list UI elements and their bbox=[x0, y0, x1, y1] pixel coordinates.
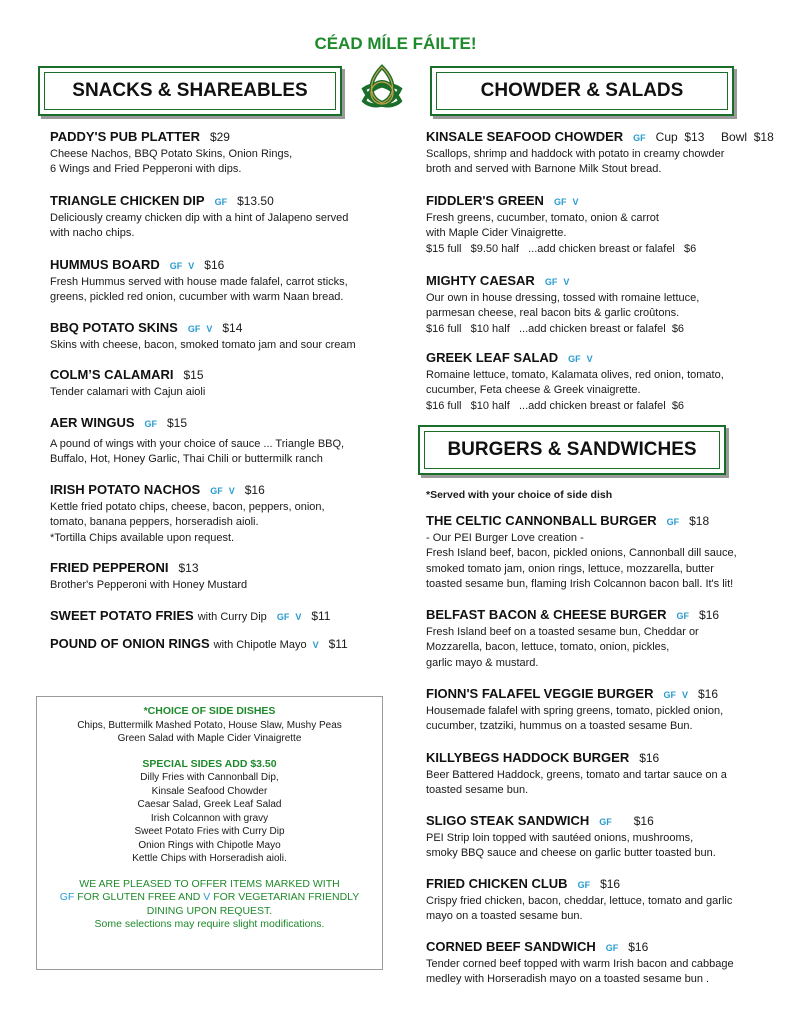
special-side-line: Caesar Salad, Greek Leaf Salad bbox=[137, 799, 282, 810]
snacks-header-label: SNACKS & SHAREABLES bbox=[72, 80, 308, 101]
burgers-header-label: BURGERS & SANDWICHES bbox=[447, 439, 697, 460]
item-name: KINSALE SEAFOOD CHOWDER bbox=[426, 129, 624, 144]
item-desc: Housemade falafel with spring greens, tomato, pickled onion, bbox=[426, 704, 724, 717]
gf-badge: GF bbox=[577, 880, 591, 890]
item-name: FRIED CHICKEN CLUB bbox=[426, 876, 568, 891]
notice-line: Some selections may require slight modifications. bbox=[94, 918, 325, 930]
item-desc: Tender corned beef topped with warm Irish bacon and cabbage bbox=[426, 957, 734, 970]
item-name: PADDY'S PUB PLATTER bbox=[50, 129, 200, 144]
item-desc: *Tortilla Chips available upon request. bbox=[50, 531, 235, 544]
item-desc: cucumber, tzatziki, hummus on a toasted sesame Bun. bbox=[426, 720, 693, 732]
item-desc: $16 full $10 half ...add chicken breast or falafel $6 bbox=[426, 322, 685, 335]
v-badge: V bbox=[572, 197, 579, 207]
special-side-line: Kettle Chips with Horseradish aioli. bbox=[132, 853, 287, 864]
v-badge: V bbox=[681, 690, 688, 700]
item-name: FIONN'S FALAFEL VEGGIE BURGER bbox=[426, 686, 654, 701]
menu-item-sweet-potato-fries bbox=[50, 608, 370, 626]
item-desc: Tender calamari with Cajun aioli bbox=[50, 385, 206, 398]
item-name: HUMMUS BOARD bbox=[50, 257, 160, 272]
gf-badge: GF bbox=[214, 197, 228, 207]
menu-item-bbq-potato-skins bbox=[50, 320, 370, 353]
item-price: $16 bbox=[698, 687, 719, 701]
menu-item-pound-of-onion-rings bbox=[50, 636, 390, 654]
gf-badge: GF bbox=[276, 612, 290, 622]
item-name: GREEK LEAF SALAD bbox=[426, 350, 559, 365]
gf-badge: GF bbox=[553, 197, 567, 207]
side-choice-line: Chips, Buttermilk Mashed Potato, House Slaw, Mushy Peas bbox=[77, 719, 342, 731]
gf-badge: GF bbox=[666, 517, 680, 527]
item-desc: Deliciously creamy chicken dip with a hint of Jalapeno served bbox=[50, 211, 349, 224]
item-desc: Fresh Island beef, bacon, pickled onions, Cannonball dill sauce, bbox=[426, 547, 737, 559]
item-desc: $16 full $10 half ...add chicken breast or falafel $6 bbox=[426, 399, 685, 412]
item-desc: 6 Wings and Fried Pepperoni with dips. bbox=[50, 163, 242, 175]
item-desc: toasted sesame bun. bbox=[426, 784, 529, 796]
item-price: $11 bbox=[311, 609, 331, 623]
gf-badge: GF bbox=[663, 690, 676, 700]
burgers-section-header bbox=[418, 425, 726, 475]
item-price: $14 bbox=[222, 321, 243, 335]
item-price: $16 bbox=[699, 608, 720, 622]
item-name: KILLYBEGS HADDOCK BURGER bbox=[426, 750, 630, 765]
menu-item-greek-leaf-salad bbox=[426, 350, 776, 414]
side-dishes-title: *CHOICE OF SIDE DISHES bbox=[143, 705, 276, 717]
item-desc: Fresh greens, cucumber, tomato, onion & carrot bbox=[426, 211, 659, 224]
item-name: MIGHTY CAESAR bbox=[426, 273, 535, 288]
item-desc: Romaine lettuce, tomato, Kalamata olives, red onion, tomato, bbox=[426, 368, 724, 381]
special-side-line: Sweet Potato Fries with Curry Dip bbox=[134, 826, 285, 837]
menu-item-sligo-steak-sandwich bbox=[426, 813, 776, 862]
gf-badge: GF bbox=[544, 277, 558, 287]
item-name: AER WINGUS bbox=[50, 415, 135, 430]
item-price: $29 bbox=[209, 130, 230, 144]
item-desc: toasted sesame bun, flaming Irish Colcannon bacon ball. It's lit! bbox=[426, 578, 734, 590]
item-desc: - Our PEI Burger Love creation - bbox=[426, 531, 584, 544]
item-desc: A pound of wings with your choice of sauce ... Triangle BBQ, bbox=[50, 437, 345, 450]
menu-item-fiddlers-green bbox=[426, 193, 776, 257]
menu-item-fionns-falafel-veggie-burger bbox=[426, 686, 776, 735]
item-dip: with Curry Dip bbox=[197, 611, 267, 623]
item-price: $13 bbox=[178, 561, 199, 575]
notice-line bbox=[37, 891, 382, 905]
item-desc: Mozzarella, bacon, lettuce, tomato, onion, pickles, bbox=[426, 641, 670, 653]
menu-item-corned-beef-sandwich bbox=[426, 939, 776, 988]
item-desc: Scallops, shrimp and haddock with potato in creamy chowder bbox=[426, 147, 725, 160]
item-desc: greens, pickled red onion, cucumber with warm Naan bread. bbox=[50, 291, 344, 303]
gf-badge: GF bbox=[676, 611, 690, 621]
v-badge: V bbox=[295, 612, 302, 622]
v-badge: V bbox=[206, 324, 213, 334]
item-price: $18 bbox=[689, 514, 710, 528]
served-with-side-note: *Served with your choice of side dish bbox=[426, 489, 613, 501]
notice-line: DINING UPON REQUEST. bbox=[146, 904, 273, 917]
gf-badge: GF bbox=[144, 419, 157, 429]
special-side-line: Onion Rings with Chipotle Mayo bbox=[138, 839, 281, 851]
gf-badge: GF bbox=[169, 261, 183, 271]
item-name: THE CELTIC CANNONBALL BURGER bbox=[426, 513, 657, 528]
item-desc: medley with Horseradish mayo on a toasted sesame bun . bbox=[426, 973, 710, 985]
v-badge: V bbox=[586, 354, 593, 364]
item-desc: Beer Battered Haddock, greens, tomato and tartar sauce on a bbox=[426, 768, 727, 781]
v-badge: V bbox=[228, 486, 235, 496]
side-choice-line: Green Salad with Maple Cider Vinaigrette bbox=[117, 733, 302, 744]
item-desc: Cheese Nachos, BBQ Potato Skins, Onion Rings, bbox=[50, 147, 293, 160]
item-desc: PEI Strip loin topped with sautéed onions, mushrooms, bbox=[426, 831, 694, 844]
item-desc: garlic mayo & mustard. bbox=[426, 656, 539, 669]
item-desc: smoked tomato jam, onion rings, lettuce, mozzarella, butter bbox=[426, 562, 714, 575]
notice-text: FOR GLUTEN FREE AND bbox=[74, 891, 204, 903]
special-side-line: Dilly Fries with Cannonball Dip, bbox=[140, 772, 279, 783]
item-name: BBQ POTATO SKINS bbox=[50, 320, 178, 335]
item-price: $16 bbox=[628, 940, 649, 954]
item-desc: mayo on a toasted sesame bun. bbox=[426, 910, 583, 922]
item-price: $13.50 bbox=[237, 194, 274, 208]
menu-item-hummus-board bbox=[50, 257, 370, 306]
item-name: TRIANGLE CHICKEN DIP bbox=[50, 193, 205, 208]
menu-item-colms-calamari bbox=[50, 367, 370, 400]
menu-item-paddys-pub-platter bbox=[50, 129, 370, 178]
item-price: $16 bbox=[639, 751, 660, 765]
item-name: FRIED PEPPERONI bbox=[50, 560, 169, 575]
item-desc: Fresh Hummus served with house made falafel, carrot sticks, bbox=[50, 275, 348, 288]
gf-badge: GF bbox=[633, 133, 646, 143]
item-dip: with Chipotle Mayo bbox=[213, 639, 307, 651]
menu-item-celtic-cannonball-burger bbox=[426, 513, 776, 593]
menu-item-fried-pepperoni bbox=[50, 560, 370, 593]
menu-item-killybegs-haddock-burger bbox=[426, 750, 776, 799]
chowder-section-header bbox=[430, 66, 734, 116]
v-badge: V bbox=[563, 277, 570, 287]
gf-badge: GF bbox=[599, 817, 612, 827]
special-sides-title: SPECIAL SIDES ADD $3.50 bbox=[142, 757, 277, 770]
item-price: $16 bbox=[633, 814, 654, 828]
item-price: $11 bbox=[328, 637, 348, 651]
v-badge: V bbox=[188, 261, 195, 271]
menu-item-kinsale-seafood-chowder bbox=[426, 129, 776, 178]
item-desc: Our own in house dressing, tossed with romaine lettuce, bbox=[426, 291, 700, 304]
gf-badge: GF bbox=[210, 486, 223, 496]
item-price: $15 bbox=[167, 416, 188, 430]
item-name: SWEET POTATO FRIES bbox=[50, 608, 194, 623]
item-desc: cucumber, Feta cheese & Greek vinaigrette. bbox=[426, 384, 641, 396]
notice-gf: GF bbox=[59, 891, 75, 903]
notice-line: WE ARE PLEASED TO OFFER ITEMS MARKED WITH bbox=[79, 877, 340, 890]
item-desc: tomato, banana peppers, horseradish aioli. bbox=[50, 516, 259, 528]
menu-item-fried-chicken-club bbox=[426, 876, 776, 925]
item-price: Cup $13 Bowl $18 bbox=[655, 130, 774, 144]
celtic-knot-icon bbox=[358, 63, 406, 113]
gf-badge: GF bbox=[568, 354, 581, 364]
menu-item-aer-wingus bbox=[50, 415, 370, 468]
item-desc: Skins with cheese, bacon, smoked tomato jam and sour cream bbox=[50, 338, 356, 351]
v-badge: V bbox=[312, 640, 319, 650]
item-name: BELFAST BACON & CHEESE BURGER bbox=[426, 607, 667, 622]
special-side-line: Kinsale Seafood Chowder bbox=[151, 785, 268, 797]
item-name: SLIGO STEAK SANDWICH bbox=[426, 813, 590, 828]
item-desc: $15 full $9.50 half ...add chicken breast or falafel $6 bbox=[426, 242, 697, 255]
item-desc: Kettle fried potato chips, cheese, bacon, peppers, onion, bbox=[50, 500, 325, 513]
item-desc: parmesan cheese, real bacon bits & garlic croûtons. bbox=[426, 307, 680, 319]
item-price: $16 bbox=[204, 258, 225, 272]
item-desc: Crispy fried chicken, bacon, cheddar, lettuce, tomato and garlic bbox=[426, 894, 733, 907]
side-dishes-box bbox=[36, 696, 383, 970]
gf-badge: GF bbox=[605, 943, 619, 953]
item-name: COLM’S CALAMARI bbox=[50, 367, 174, 382]
gf-badge: GF bbox=[187, 324, 201, 334]
notice-v: V bbox=[203, 891, 211, 903]
notice-text: FOR VEGETARIAN FRIENDLY bbox=[210, 891, 360, 903]
item-name: CORNED BEEF SANDWICH bbox=[426, 939, 596, 954]
item-desc: Brother's Pepperoni with Honey Mustard bbox=[50, 578, 248, 591]
item-price: $16 bbox=[600, 877, 621, 891]
item-desc: Buffalo, Hot, Honey Garlic, Thai Chili or buttermilk ranch bbox=[50, 453, 323, 465]
menu-item-irish-potato-nachos bbox=[50, 482, 370, 546]
chowder-header-label: CHOWDER & SALADS bbox=[480, 80, 684, 101]
item-desc: broth and served with Barnone Milk Stout bread. bbox=[426, 163, 662, 175]
menu-item-belfast-bacon-cheese-burger bbox=[426, 607, 776, 671]
item-price: $16 bbox=[244, 483, 265, 497]
item-price: $15 bbox=[183, 368, 204, 382]
item-name: FIDDLER'S GREEN bbox=[426, 193, 544, 208]
snacks-section-header bbox=[38, 66, 342, 116]
item-desc: with Maple Cider Vinaigrette. bbox=[426, 227, 567, 239]
item-desc: Fresh Island beef on a toasted sesame bun, Cheddar or bbox=[426, 625, 699, 638]
page-title: CÉAD MÍLE FÁILTE! bbox=[314, 34, 477, 53]
item-name: IRISH POTATO NACHOS bbox=[50, 482, 201, 497]
item-desc: smoky BBQ sauce and cheese on garlic butter toasted bun. bbox=[426, 847, 716, 859]
item-name: POUND OF ONION RINGS bbox=[50, 636, 210, 651]
menu-item-mighty-caesar bbox=[426, 273, 776, 337]
menu-item-triangle-chicken-dip bbox=[50, 193, 370, 242]
special-side-line: Irish Colcannon with gravy bbox=[150, 812, 269, 824]
item-desc: with nacho chips. bbox=[50, 227, 135, 239]
